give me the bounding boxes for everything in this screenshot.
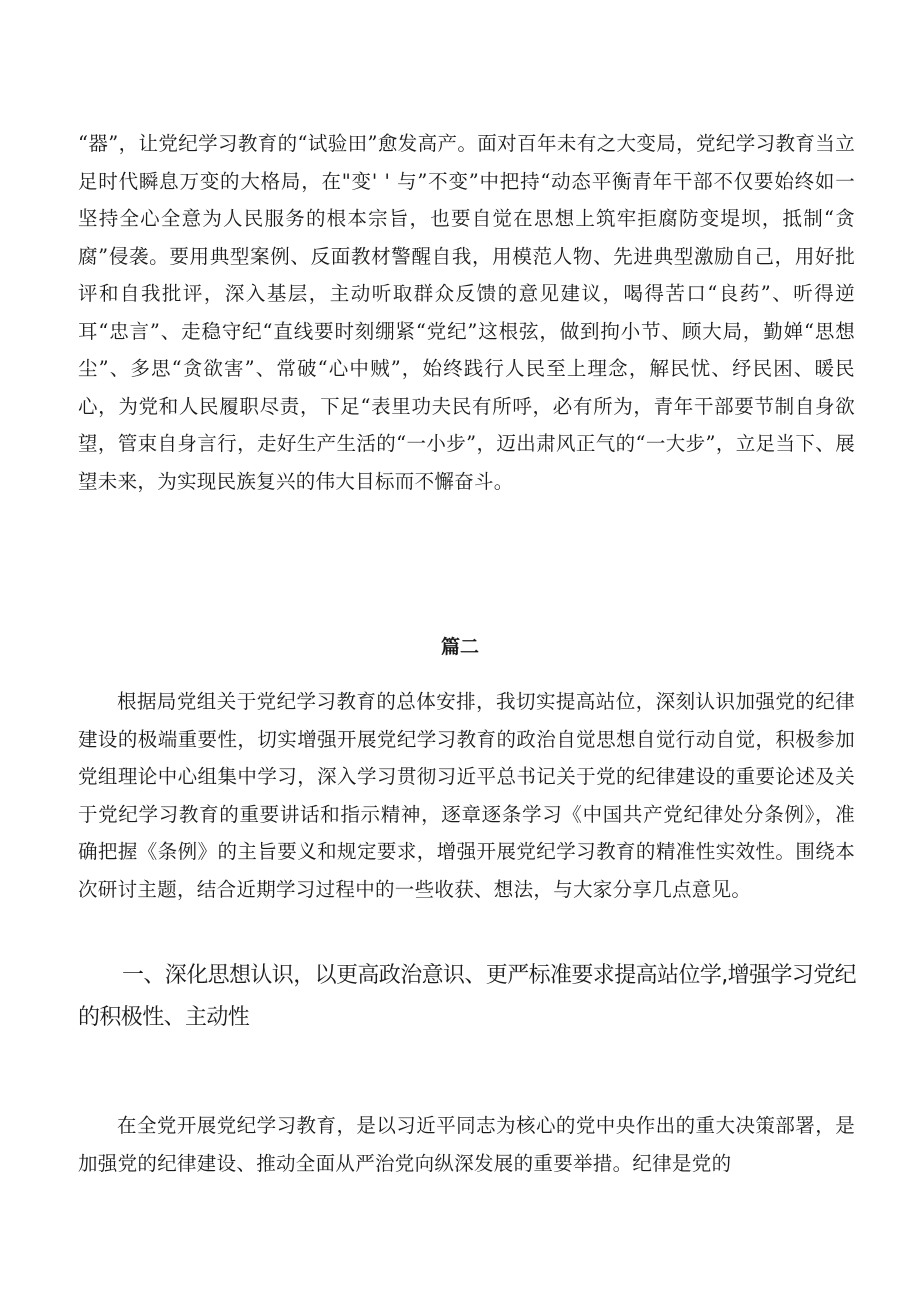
heading-1: 一、深化思想认识，以更高政治意识、更严标准要求提高站位学,增强学习党纪的积极性、主动性	[78, 963, 856, 1030]
section-title: 篇二	[440, 636, 479, 658]
paragraph-continued: “器”，让党纪学习教育的“试验田”愈发高产。面对百年未有之大变局，党纪学习教育当立足时代瞬息万变的大格局，在"变' ' 与”不变”中把持“动态平衡青年干部不仅要始终如一坚持全心全意为人民服务的根本宗旨，也要自觉在思想上筑牢拒腐防变堤坝，抵制“贪腐”侵袭。要用典型案例、反面教材警醒自我，用模范人物、先进典型激励自己，用好批评和自我批评，深入基层，主动听取群众反馈的意见建议，喝得苦口“良药”、听得逆耳“忠言”、走稳守纪“直线要时刻绷紧“党纪”这根弦，做到拘小节、顾大局，勤婵“思想尘”、多思“贪欲害”、常破“心中贼”，始终践行人民至上理念，解民忧、纾民困、暖民心，为党和人民履职尽责，下足“表里功夫民有所呼，必有所为，青年干部要节制自身欲望，管束自身言行，走好生产生活的“一小步”，迈出肃风正气的“一大步”，立足当下、展望未来，为实现民族复兴的伟大目标而不懈奋斗。	[78, 132, 855, 493]
paragraph-intro: 根据局党组关于党纪学习教育的总体安排，我切实提高站位，深刻认识加强党的纪律建设的极端重要性，切实增强开展党纪学习教育的政治自觉思想自觉行动自觉，积极参加党组理论中心组集中学习，深入学习贯彻习近平总书记关于党的纪律建设的重要论述及关于党纪学习教育的重要讲话和指示精神，逐章逐条学习《中国共产党纪律处分条例》，准确把握《条例》的主旨要义和规定要求，增强开展党纪学习教育的精准性实效性。围绕本次研讨主题，结合近期学习过程中的一些收获、想法，与大家分享几点意见。	[78, 690, 855, 901]
paragraph-body: 在全党开展党纪学习教育，是以习近平同志为核心的党中央作出的重大决策部署，是加强党的纪律建设、推动全面从严治党向纵深发展的重要举措。纪律是党的	[78, 1114, 855, 1175]
